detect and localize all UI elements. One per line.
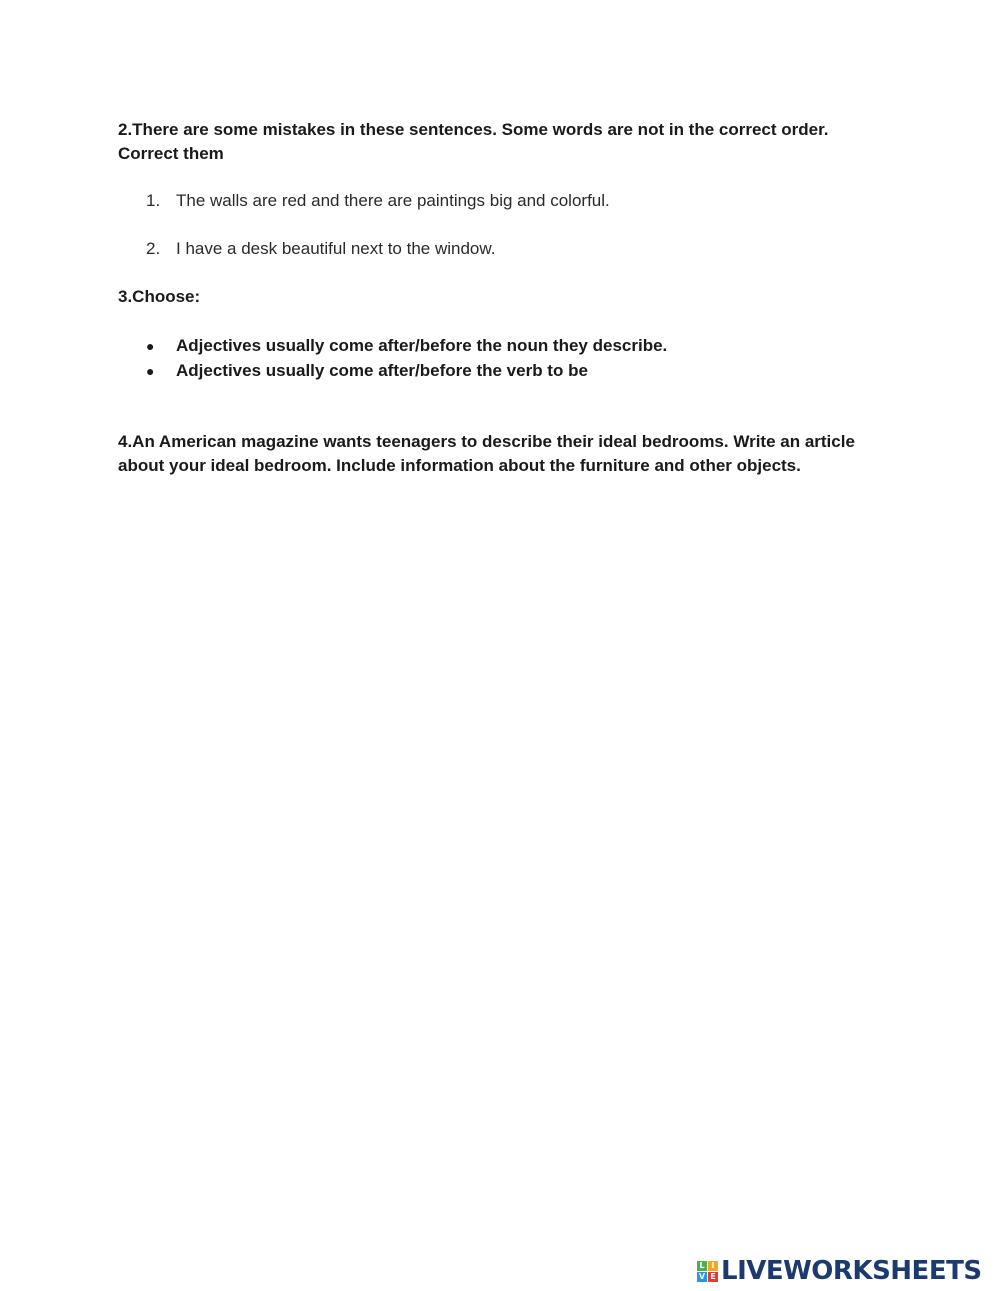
bullet-icon: ● xyxy=(146,338,155,354)
logo-text: LIVEWORKSHEETS xyxy=(721,1256,982,1286)
sentence-item xyxy=(146,189,610,213)
logo-letter-e: E xyxy=(708,1272,718,1282)
sentence-number: 1. xyxy=(146,191,161,210)
bullet-text: Adjectives usually come after/before the verb to be xyxy=(176,361,588,380)
sentence-text: I have a desk beautiful next to the window. xyxy=(176,239,496,258)
question-2-title: 2.There are some mistakes in these sentences. Some words are not in the correct order. Correct them xyxy=(118,120,829,163)
question-4-title: 4.An American magazine wants teenagers to describe their ideal bedrooms. Write an article about your ideal bedroom. Include information about the furniture and other objects. xyxy=(118,432,855,475)
bullet-icon: ● xyxy=(146,363,155,379)
logo-letter-v: V xyxy=(698,1271,706,1281)
bullet-item xyxy=(146,359,588,383)
bullet-text: Adjectives usually come after/before the noun they describe. xyxy=(176,336,668,355)
question-3-title: 3.Choose: xyxy=(118,287,201,306)
bullet-item xyxy=(146,334,667,358)
liveworksheets-logo xyxy=(697,1254,982,1288)
logo-icon xyxy=(697,1261,718,1282)
sentence-text: The walls are red and there are paintings big and colorful. xyxy=(176,191,610,210)
sentence-number: 2. xyxy=(146,239,161,258)
logo-letter-i: I xyxy=(708,1261,718,1271)
sentence-item xyxy=(146,237,495,261)
logo-letter-l: L xyxy=(697,1261,707,1271)
